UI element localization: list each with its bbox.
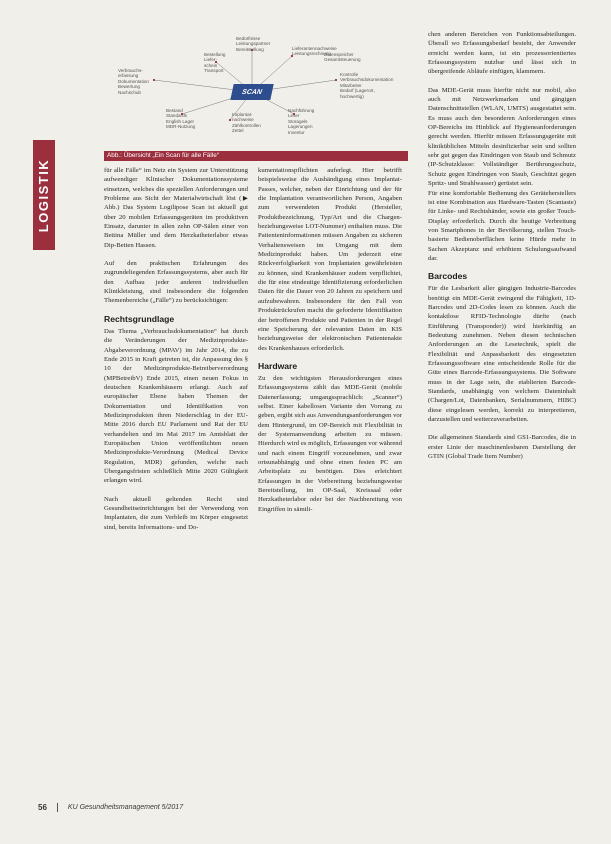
- paragraph: Für die Lesbarkeit aller gängigen Industrie-Barcodes benötigt ein MDE-Gerät zwingend die Fähigkeit, 1D-Barcodes und 2D-Codes lesen zu können. Auch die kontaktlose RFID-Technologie dürfte (nach Einführung (Transponder)) wird hierkünftig an Bedeutung zunehmen. Neben diesen technischen Anforderungen an die Lesetechnik, spielt die Flexibilität und Anpassbarkeit des eingesetzten Erfassungssoftware eine entscheidende Rolle für die Güte eines Barcode-Erfassungssystems. Die Software muss in der Lage sein, die etablierten Barcode-Standards, unabhängig von welchem Dateninhalt (Chargen/Lot, Datenbanken, Serialnummern, HIBC) diese eingelesen werden, korrekt zu interpretieren, darzustellen und weiterzuverarbeiten.: [428, 285, 576, 424]
- section-tab: [33, 140, 55, 250]
- page-number: 56: [38, 803, 47, 812]
- overview-figure: [104, 32, 408, 168]
- text-column-3: [428, 30, 576, 788]
- paragraph: Die allgemeinen Standards sind GS1-Barcodes, die in erster Linie der maschinenlesbaren Darstellung der GTIN (Global Trade Item Number): [428, 434, 576, 461]
- figure-label: Bedürfnisse Leistungspartner Bereitstellung: [236, 36, 271, 52]
- scan-hub: SCAN: [230, 84, 273, 100]
- paragraph: Zu den wichtigsten Herausforderungen eines Erfassungssystems zählt das MDE-Gerät (mobile Datenerfassung; umgangssprachlich: „Scanner“) selbst. Einer kabellosen Variante den Vorrang zu geben, ergibt sich aus Anwendungsanforderungen vor dem Hintergrund, im OP-Bereich mit Flexibilität in der Systemanwendung arbeiten zu müssen. Hierdurch wird es möglich, Erfassungen vor während und nach einem Eingriff vorzunehmen, und zwar ortsunabhängig und ohne einen festen PC am Arbeitsplatz zu benötigen. Dies erleichtert Erfassungen in der Vorbereitung beziehungsweise Bereitstellung, im OP-Saal, Kreissaal oder Herzkatheterlabor oder bei der Nachbereitung von Eingriffen in sämtli-: [258, 374, 402, 513]
- publication-name: KU Gesundheitsmanagement 5/2017: [67, 804, 184, 811]
- paragraph: kumentationspflichten auferlegt. Hier betrifft beispielsweise die Aushändigung eines Implantat-Passes, welcher, neben der Einrichtung und der für die Implantation verantwortlichen Person, Angaben zum verwendeten Produkt (Hersteller, Produktbezeichnung, Typ/Art und die Chargen- beziehungsweise LOT-Nummer) enthalten muss. Die Patienteninformationen müssen Angaben zu sicheren Verhaltensweisen im Umgang mit dem Medizinprodukt haben. Um jederzeit eine Rückverfolgbarkeit von Implantaten gewährleisten zu können, sind Krankenhäuser zudem verpflichtet, die für eine eindeutige Identifizierung erforderlichen Daten für die Dauer von 20 Jahren zu speichern und aufzubewahren. Insbesondere für den Fall von Produktrückrufen macht die geforderte Identifikation der betroffenen Produkte und Patienten in der Regel eine Speicherung der relevanten Daten im KIS beziehungsweise der elektronischen Patientenakte des Krankenhauses erforderlich.: [258, 167, 402, 352]
- text-column-1: [104, 166, 248, 788]
- paragraph: für alle Fälle“ im Netz ein System zur Unterstützung aufwendiger Klinischer Dokumentationssysteme einsetzen, welches die speziellen Anforderungen und Probleme aus Sicht der Materialwirtschaft löst (▶ Abb.) Das System Logilipose Scan ist aktuell gut über 20 mobilen Erfassungsgeräten im produktiven Einsatz, darunter in allen zehn OP-Sälen einer von Bettina Müller und dem Herzkatheterlabor etwas Dip-Betten Hassen.: [104, 167, 248, 249]
- figure-label: Bestand Standards English Lager MDR-Nutzung: [166, 108, 196, 130]
- paragraph: Das MDE-Gerät muss hierfür nicht nur mobil, also auch mit Netzwerkmarken und gängigen Datenschnittstellen (WLAN, UMTS) ausgestattet sein. Es muss auch den besonderen Anforderungen eines OP-Bereichs im Hinblick auf Hygieneanforderungen gerecht werden. Hierfür müssen Erfassungsgeräte mit kliniküblichen Mitteln desinfizierbar sein und sollten sehr gut gegen das Eindringen von Staub und Schmutz (IP-Schutzklasse: Vollständiger Berührungsschutz, Schutz gegen Eindringen von Staub, Geschützt gegen Spritz- und Strahlwasser) gerüstet sein.: [428, 86, 576, 188]
- figure-label: Nachführung Leser Storagels Lagerungen Inventur: [288, 108, 315, 135]
- paragraph: chen anderen Bereichen von Funktionsabteilungen. Überall wo Erfassungsbedarf besteht, der Anwender erreicht werden kann, ist ein prozessorientiertes Erfassungssystem nutzbar und lässt sich in übergreifende Abläufe einfügen, klammern.: [428, 31, 576, 76]
- paragraph: Auf den praktischen Erfahrungen des zugrundeliegenden Erfassungssystems, aber auch für den Aufbau jeder anderen individuellen Klinikleistung, sind insbesondere die folgenden Themenbereiche („Fälle“) zu berücksichtigen:: [104, 260, 248, 305]
- footer-divider: [57, 803, 58, 812]
- page-footer: [38, 803, 183, 812]
- text-column-2: [258, 166, 402, 788]
- figure-label: Verbrauchs- erfassung Dokumentation Bewertung Nachschub: [118, 68, 149, 95]
- section-tab-label: LOGISTIK: [36, 158, 52, 232]
- figure-caption: Abb.: Übersicht „Ein Scan für alle Fälle“: [104, 151, 408, 161]
- figure-label: Lieferantennachweise Leistungsrechnung: [292, 46, 337, 57]
- paragraph: Nach aktuell geltenden Recht sind Gesundheitseinrichtungen bei der Verwendung von Implantaten, die zum Verbleib im Körper eingesetzt sind, bereits Informations- und Do-: [104, 495, 248, 531]
- section-heading: Rechtsgrundlage: [104, 313, 175, 324]
- figure-label: Datenspeicher Gesamtsteuerung: [324, 52, 361, 63]
- figure-label: Kontrolle Verbrauchsdokumentation Mitarbeiter Bedarf (Lagerort, hochwertig): [340, 72, 394, 99]
- paragraph: Das Thema „Verbrauchsdokumentation“ hat durch die Veränderungen der Medizinprodukte-Abgabeverordnung (MPAV) im Jahr 2014, die zu Ende 2015 in Kraft getreten ist, die Anpassung des § 10 der Medizinprodukte-Betreiberverordnung (MPBetreibV) Ende 2015, einen neuen Fokus in deutschen Krankenhäusern erlangt. Auch auf europäischer Ebene haben Themen der Dokumentation und Identifikation von Medizinprodukten ihren Niederschlag in der EU-Mitte 2016 durch EU Parlament und Rat der EU verhandelten und im Mai 2017 im Amtsblatt der Europäischen Union veröffentlichten neuen Medizinprodukte-Verordnung (Medical Device Regulation, MDR) gefunden, welche nach Übergangsfristen schließlich Mitte 2020 Gültigkeit erlangen wird.: [104, 327, 248, 485]
- section-heading: Barcodes: [428, 271, 468, 282]
- figure-label: Bestellung Liefer- schein Transport: [204, 52, 226, 74]
- paragraph: Für eine komfortable Bedienung des Geräteherstellers ist eine Kombination aus Hardware-Tasten (Scantaste) für Linke- und Rechtshänder, sowie ein großer Touch-Display erforderlich. Durch die heutige Verbreitung von Smartphones in der Bevölkerung, stellen Touch-basierte Bedienoberflächen keine Hürde mehr in Sachen Akzeptanz und erhöhtem Schulungsaufwand dar.: [428, 189, 576, 262]
- section-heading: Hardware: [258, 360, 298, 371]
- figure-label: Implantat- nachweise Zählkontrollen Zettel: [232, 112, 261, 134]
